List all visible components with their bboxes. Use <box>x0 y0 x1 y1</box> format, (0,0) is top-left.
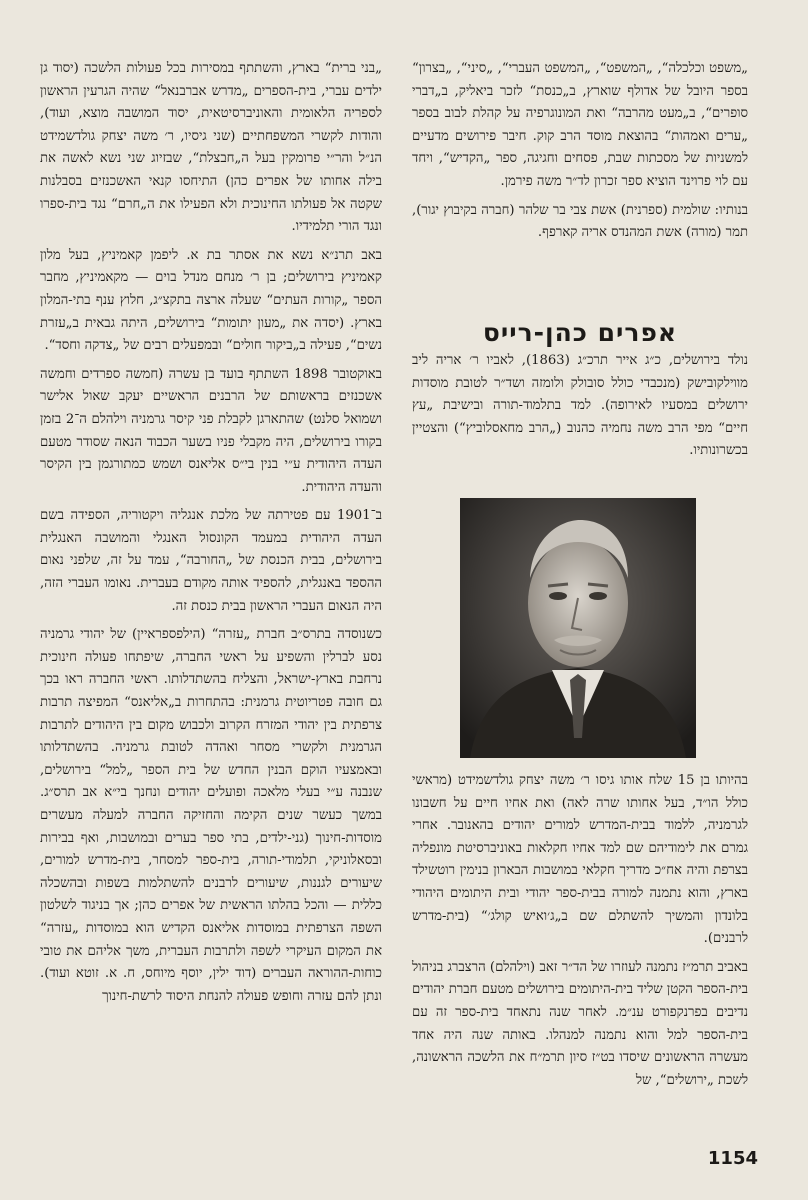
left-column <box>40 58 382 1008</box>
portrait-photo-drawing <box>460 498 696 758</box>
bibliography-paragraph: „משפט וכלכלה“, „המשפט“, „המשפט העברי“, „סיני“, „בצרון“ בספר היובל של אדולף שוארץ, ב„כנסת“ לזכר ביאליק, ב„דברי סופרים“, ב„מעט מהרבה“ ואת המונוגרפיה על קהלת לבוב בספר „ערים ואמהות“ בהוצאת מוסד הרב קוק. חיבר פירושים מדעיים למשניות של מסכתות שבת, פסחים וחגיגה, ספר „הקדיש“, ויחד עם לוי פרוינד הוציא ספר זכרון לד״ר משה פירמן. <box>412 61 748 189</box>
left-paragraph-1: „בני ברית“ בארץ, והשתתף במסירות בכל פעולות הלשכה (יסוד גן ילדים עברי, בית-הספרים „מדרש אברבנאל“ שהיה הגרעין הראשון לספריה הלאומית והאוניברסיטאית, יסוד המושבה מוצא, ועוד), והודות לקשרי המשפחתיים (שני גיסיו, ר׳ משה יצחק גולדשמידט הנ״ל והר״י פרומקין בעל ה„חבצלת“, שבזיוג שני נשא לאשה את בילה אחותו של אפרים כהן) התיחסו קנאי האשכנזים בסבלנות שקטה אל פעולתו החינוכית ולא הפעילו את ה„חרם“ נגד בית-ספרו ונגד הורי תלמידיו. <box>40 61 382 235</box>
left-paragraph-4: ב־1901 עם פטירתה של מלכת אנגליה ויקטוריה, הספידה בשם העדה היהודית במעמד הקונסול האנגלי והמושבה האנגלית בירושלים, בבית הכנסת של „החורבה“, עמד על זה, שלפני נאום ההספד באנגלית, להספיד אותה מקודם בעברית. נאומו העברי הזה, היה הנאום העברי הראשון בבית כנסת זה. <box>40 508 382 614</box>
daughters-paragraph: בנותיו: שולמית (ספרנית) אשת צבי בר שלהר (חברה בקיבוץ יגור), תמר (מורה) אשת המהנדס אריה קארפף. <box>412 202 748 241</box>
person-name-heading: אפרים כהן-רייס <box>482 318 678 347</box>
page-number: 1154 <box>707 1148 758 1169</box>
left-paragraph-2: באב תרנ״א נשא את אסתר בת א. ליפמן קאמיניץ, בעל מלון קאמיניץ בירושלים; בן ר׳ מנחם מנדל בוים — מקאמיניץ, מחבר הספר „קורות העתים“ שעלה ארצה בתקצ״ג, חלוץ ענף בתי-המלון בארץ. (יסדה את „מעון יתומות“ בירושלים, היתה גבאית ב„עזרת נשים“, פעילה ב„ביקור חולים“ ובמפעלים רבים של „צדקה וחסד“. <box>40 247 382 354</box>
left-paragraph-5: כשנוסדה בתרס״ב חברת „עזרה“ (הילפספראיין) של יהודי גרמניה נסע לברלין והשפיע על ראשי החברה, שיפתחו פעולה חינוכית נרחבת בארץ-ישראל, והצליח בהשתדלותו. ראשי החברה ראו בכך גם חובה פטריוטית גרמנית: בהתחרות ב„אליאנס“ המפיצה תרבות צרפתית בין יהודי המזרח הקרוב ולכבוש מקום בין היהודים לתרבות הגרמנית ולקשרי מסחר ואהדה לטובת גרמניה. בהשתדלותו ובאמצעיו הוקם הבנין החדש של בית הספר „למל“ בירושלים, שנבנה ע״י בעלי מלאכה ופועלים יהודים ונחנך בי״א אב תרס״ג. במשך כעשר שנים הקימה והחזיקה החברה למעלה מעשרים מוסדות-חינוך (גני-ילדים, בתי ספר בערים ובמושבות, ואף בבירות ובסאלוניקי, תלמודי-תורה, בית-ספר למסחר, בית-מדרש למורים, שיעורים לגננות, שיעורים לרבנים להשתלמות בשפות ובהשכלה כללית — והכל בהלתו הראשית של אפרים כהן; אך בניגוד לשלטון השפה הצרפתית במוסדות אליאנס הקדיש הוא במוסדות „עזרה“ את המקום העיקרי לשפה ולתרבות העברית, משך אליהם את טובי כוחות-ההוראה העברים (דוד ילין, יוסף מיוחס, ח. א. זוטא ועוד). ונתן להם עזרה וחופש פעולה להנחת היסוד לרשת-חינוך <box>40 627 382 1004</box>
portrait-photo <box>460 498 696 758</box>
left-paragraph-3: באוקטובר 1898 השתתף בועד בן עשרה (חמשה ספרדים וחמשה אשכנזים בראשותם של הרבנים הראשיים יעקב שאול אלישר ושמואל סלנט) שהתארגן לקבלת פני קיסר גרמניה וילהלם ה־2 בזמן בקורו בירושלים, היה מקבלי פניו בשער הכבוד הנאה שסודר מטעם העדה היהודית ע״י בנין בי״ס אליאנס ושמש כמתורגמן בין הקיסר והעדה היהודית. <box>40 366 383 495</box>
bio-spring-paragraph: באביב תרמ״ז נתמנה לעוזרו של הד״ר זאב (וילהלם) הרצברג בניהול בית-הספר הקטן שליד בית-היתומים בירושלים מטעם חברת יהודים נדיבים בפרנקפורט ענ״מ. לאחר שנה נתאחד בית-ספר זה עם בית-הספר למל והוא נתמנה למנהלו. באותה שנה היה אחד מעשרה הראשונים שיסדו בט״ז סיון תרמ״ח את הלשכה הראשונה, לשכת „ירושלים“, של <box>412 959 748 1088</box>
bio-continued-column <box>412 770 748 1092</box>
bio-intro-column <box>412 350 748 463</box>
right-column-top <box>412 58 748 245</box>
bio-intro-paragraph: נולד בירושלים, כ״ג אייר תרכ״ג (1863), לאביו ר׳ אריה ליב מווילקובישק (מנכבדי כולל סובולק ולומזה ושד״ר לטובת מוסדות ירושלים במסעיו לאירופה). למד בתלמוד-תורה ובישיבת „עץ חיים“ מפי הרב משה נחמיה כהנוב („הרב מחאסלוביץ“) והצטיין בכשרונותיו. <box>412 353 748 459</box>
bio-youth-paragraph: בהיותו בן 15 שלח אותו גיסו ר׳ משה יצחק גולדשמידט (מראשי כולל הו״ד, בעל אחותו שרה לאה) ואת אחיו חיים על חשבונו לגרמניה, ללמוד בבית-המדרש למורים יהודים בהאנובר. אחרי גמרם את לימודיהם שם למד אחיו חקלאות באוניברסיטת מונפליה בצרפת והיה אח״כ מדריך חקלאי במושבות הבארון בנימין רוטשילד בארץ, והוא נתמנה למורה בבית-ספר יהודי ובית היתומים היהודי בלונדון והמשיך להשתלם שם ב„ג׳ואיש קולג׳“ (בית-מדרש לרבנים). <box>412 773 748 947</box>
